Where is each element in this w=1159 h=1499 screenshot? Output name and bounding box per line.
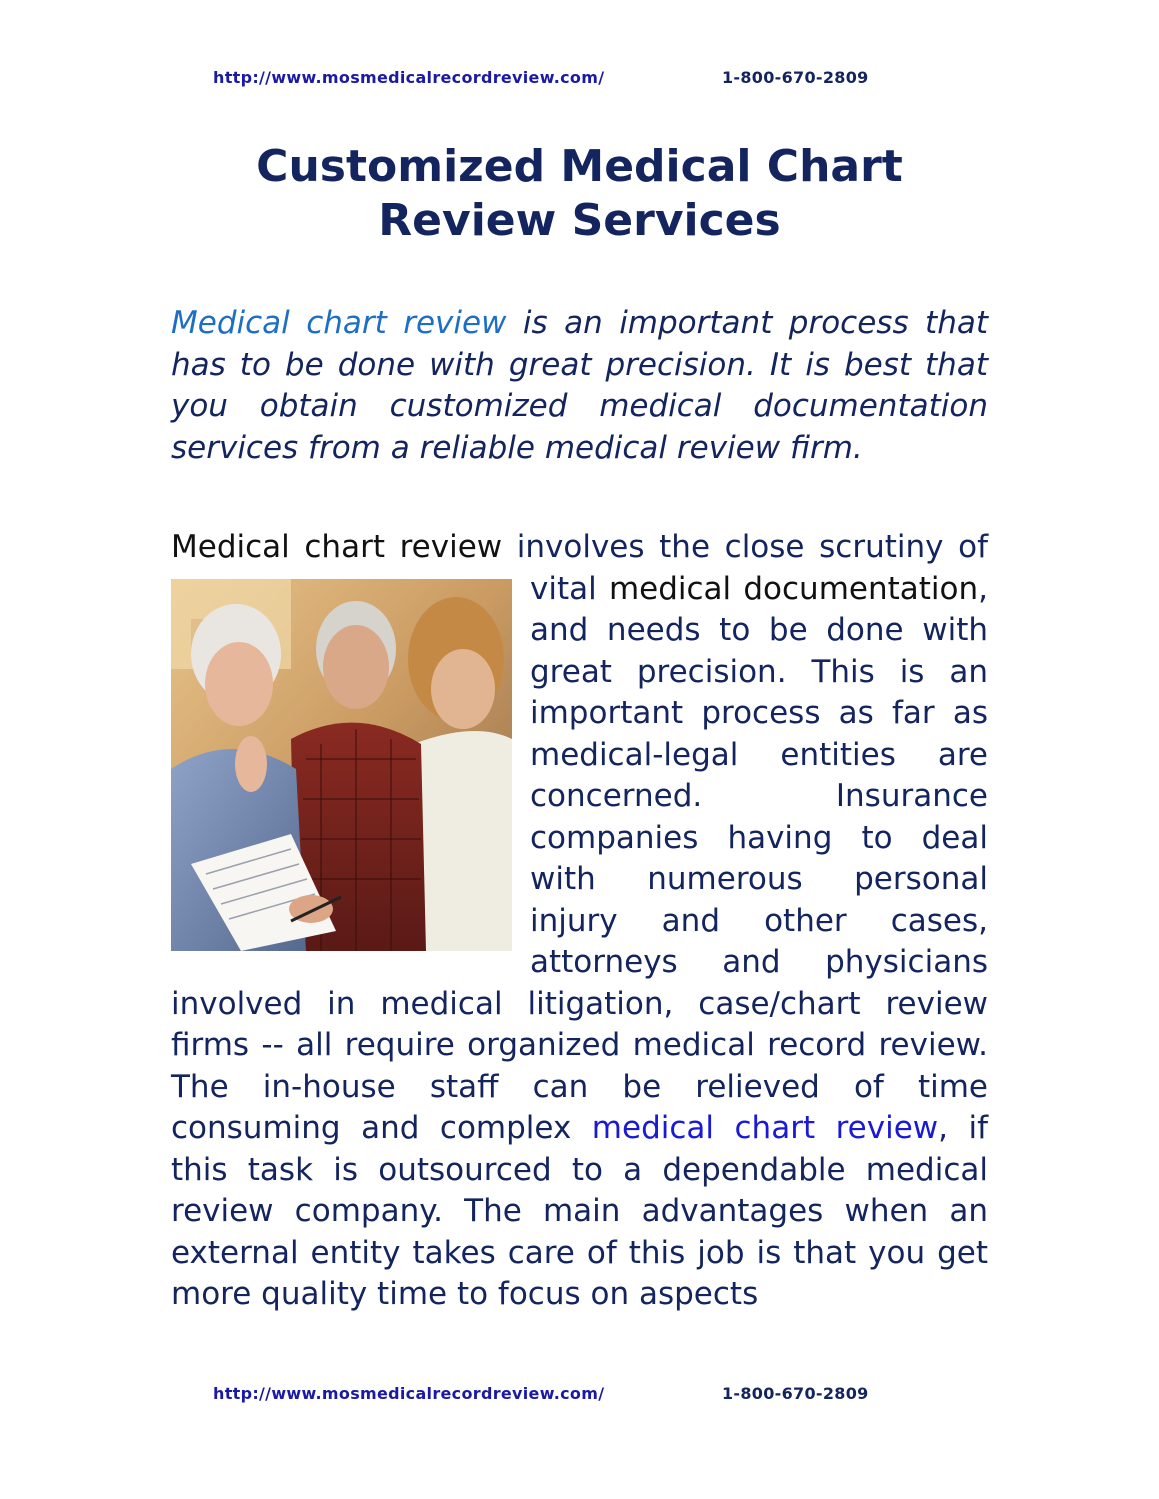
page-footer [0, 1382, 1159, 1406]
body-paragraph [171, 527, 988, 1316]
header-url-link[interactable]: http://www.mosmedicalrecordreview.com/ [213, 68, 605, 87]
footer-phone: 1-800-670-2809 [722, 1384, 869, 1403]
intro-paragraph [171, 303, 988, 469]
medical-chart-review-link[interactable]: medical chart review [591, 1110, 939, 1146]
header-phone: 1-800-670-2809 [722, 68, 869, 87]
body-text-4: , if this task is outsourced to a dependable medical review company. The main advantages when an external entity takes care of this job is that you get more quality time to focus on aspects [171, 1110, 989, 1312]
intro-text: is an important process that has to be done with great precision. It is best that you obtain customized medical documentation services from a reliable medical review firm. [171, 305, 989, 466]
intro-lead-link[interactable]: Medical chart review [171, 305, 507, 341]
title-line-1: Customized Medical Chart [256, 141, 903, 192]
photo-seniors-reviewing-document [171, 579, 512, 951]
footer-url-link[interactable]: http://www.mosmedicalrecordreview.com/ [213, 1384, 605, 1403]
page-header [0, 66, 1159, 90]
body-text-2: medical documentation [608, 570, 979, 607]
title-line-2: Review Services [378, 195, 781, 246]
body-text-3: , and needs to be done with great precision. This is an important process as far as medical-legal entities are concerned. Insurance companies having to deal with numerous personal injury and other cases, attorneys and physicians involved in medical litigation, case/chart review firms -- all require organized medical record review. The in-house staff can be relieved of time consuming and complex [171, 570, 989, 1146]
page-title [100, 140, 1059, 248]
body-text-1: involves the close scrutiny of vital [502, 529, 988, 607]
body-lead: Medical chart review [171, 529, 503, 565]
